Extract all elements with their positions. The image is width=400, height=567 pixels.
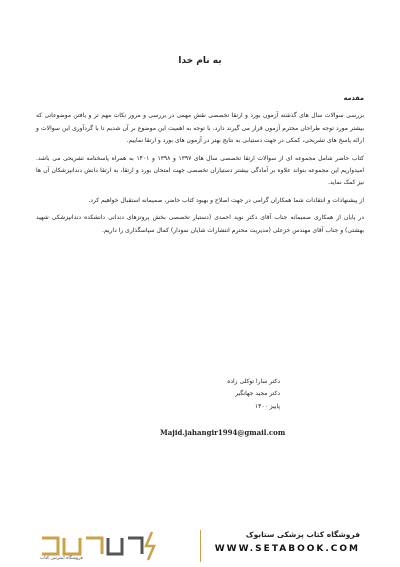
authors-block [160, 376, 280, 413]
paragraph: کتاب حاضر شامل مجموعه ای از سوالات ارتقا تخصصی سال های ۱۳۹۷ و ۱۳۹۸ و ۱۴۰۱ به همراه پاسخنامه تشریحی می باشد. امیدواریم این مجموعه بتواند علاوه بر آمادگی بیشتر دستیاران تخصصی جهت امتحان بورد و ارتقا، به ارتقا دانش دندانپزشکان آن ها نیز کمک نماید. [36, 154, 364, 187]
footer-divider [200, 530, 201, 562]
document-body [36, 92, 364, 242]
paragraph: بررسی سوالات سال های گذشته آزمون بورد و ارتقا تخصصی نقش مهمی در بررسی و مرور نکات مهم تر و یافتن موضوعاتی که بیشتر مورد توجه طراحان محترم آزمون قرار می گیرند دارد. با توجه به اهمیت این موضوع بر آن شدیم تا با گردآوری این سوالات و ارائه پاسخ های تشریحی، کمکی در جهت دستیابی به نتایج بهتر در آزمون های بورد و ارتقا نماییم. [36, 112, 364, 145]
author-name: دکتر مجید جهانگیر [235, 390, 280, 398]
author-name: دکتر سارا توکلی زاده [227, 378, 280, 385]
author-email[interactable]: Majid.jahangir1994@gmail.com [160, 428, 286, 437]
date-line: پاییز ۱۴۰۰ [254, 402, 280, 410]
store-url-link[interactable]: WWW.SETABOOK.COM [214, 544, 360, 554]
section-heading: مقدمه [343, 94, 364, 102]
paragraph: در پایان از همکاری صمیمانه جناب آقای دکتر نوید احمدی (دستیار تخصصی بخش پروتزهای دندانی دانشکده دندانپزشکی شهید بهشتی) و جناب آقای مهندس خزعلی (مدیریت محترم انتشارات شایان نمودار) کمال سپاسگذاری را داریم. [36, 214, 364, 234]
logo-tagline: فروشگاه اینترنتی کتاب [40, 556, 83, 561]
store-footer [0, 510, 400, 567]
store-name: فروشگاه کتاب پزشکی ستابوک [245, 530, 360, 539]
paragraph: از پیشنهادات و انتقادات شما همکاران گرامی در جهت اصلاح و بهبود کتاب حاضر، صمیمانه استقبال خواهیم کرد. [88, 196, 364, 204]
page-title: به نام خدا [178, 56, 222, 66]
